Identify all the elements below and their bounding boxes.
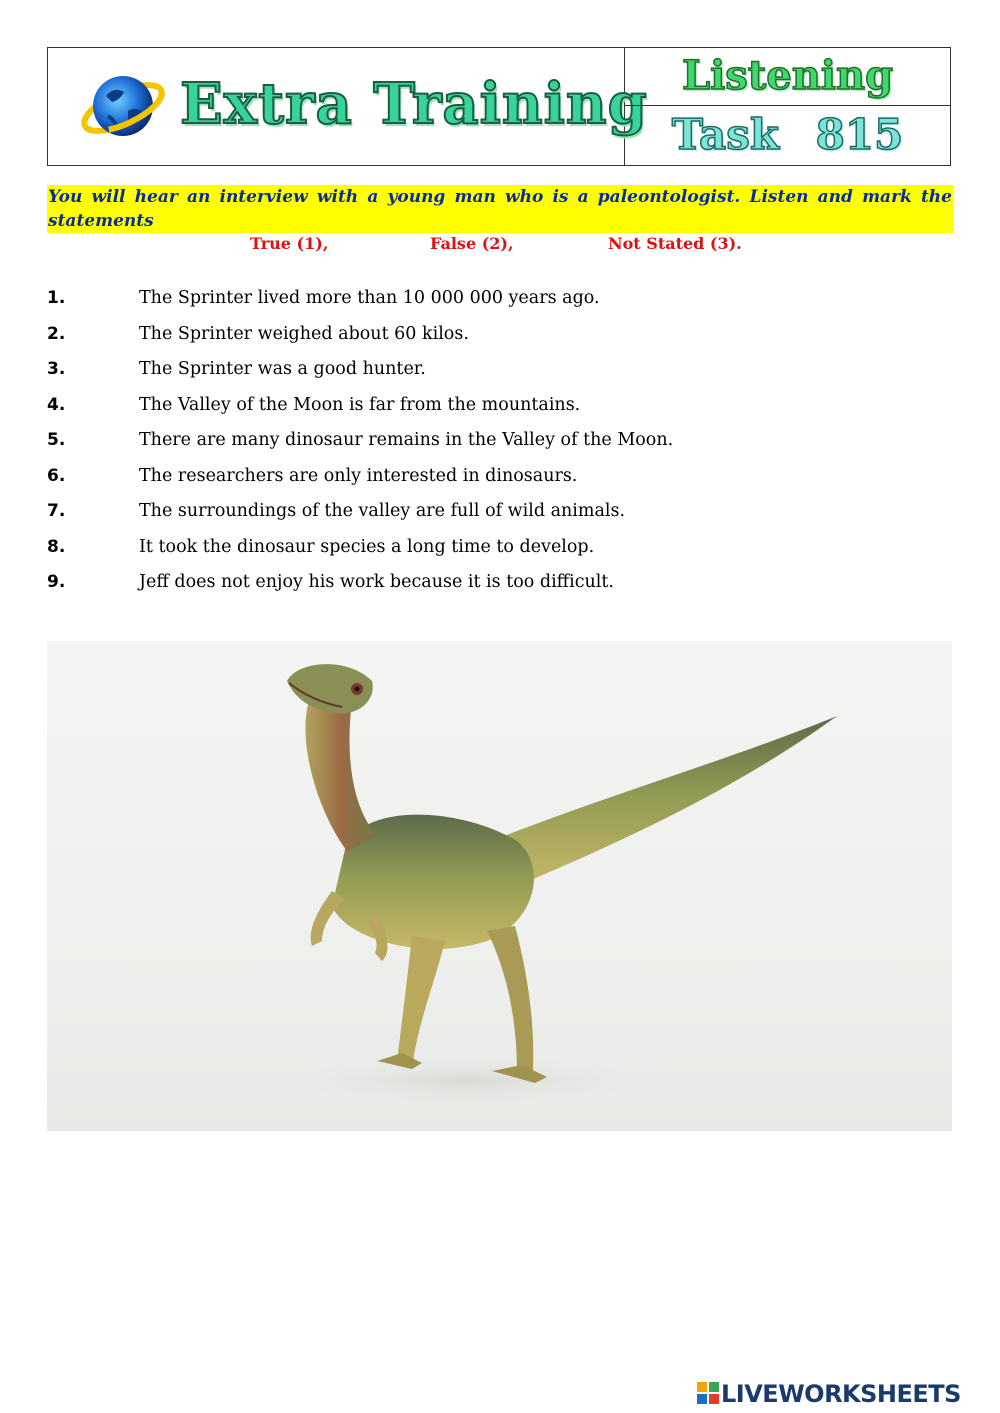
- section-label: Listening: [681, 52, 894, 99]
- option-not-stated: Not Stated (3).: [608, 234, 742, 253]
- option-false: False (2),: [430, 234, 514, 253]
- brand-title: Extra Training: [180, 71, 648, 137]
- question-text: It took the dinosaur species a long time to develop.: [139, 536, 595, 557]
- dinosaur-photo: [47, 641, 952, 1131]
- question-item: [47, 426, 947, 462]
- task-cell: [625, 106, 950, 165]
- question-item: [47, 568, 947, 604]
- liveworksheets-icon: [697, 1382, 719, 1406]
- worksheet-header: [47, 47, 951, 166]
- question-text: The Sprinter weighed about 60 kilos.: [139, 323, 469, 344]
- liveworksheets-logo: [697, 1380, 961, 1408]
- question-text: The surroundings of the valley are full of wild animals.: [139, 501, 626, 521]
- question-number: 2.: [47, 323, 66, 344]
- question-item: [47, 533, 947, 569]
- dinosaur-illustration-icon: [47, 641, 952, 1131]
- globe-logo-icon: [78, 66, 168, 148]
- answer-options: [250, 234, 850, 258]
- question-item: [47, 320, 947, 356]
- question-number: 1.: [47, 288, 66, 308]
- question-text: The researchers are only interested in dinosaurs.: [139, 465, 578, 486]
- section-cell: [625, 48, 950, 106]
- question-text: The Sprinter was a good hunter.: [139, 359, 426, 379]
- question-item: [47, 284, 947, 320]
- question-item: [47, 391, 947, 427]
- question-list: [47, 284, 947, 604]
- question-text: The Valley of the Moon is far from the mountains.: [139, 394, 581, 415]
- task-label: Task 815: [671, 110, 904, 159]
- question-text: There are many dinosaur remains in the Valley of the Moon.: [139, 430, 674, 450]
- instruction-text: You will hear an interview with a young man who is a paleontologist. Listen and mark the statements: [48, 187, 952, 231]
- question-item: [47, 462, 947, 498]
- question-text: The Sprinter lived more than 10 000 000 years ago.: [139, 288, 600, 308]
- question-item: [47, 497, 947, 533]
- question-number: 9.: [47, 572, 66, 592]
- question-number: 6.: [47, 465, 66, 486]
- question-number: 5.: [47, 430, 66, 450]
- question-text: Jeff does not enjoy his work because it is too difficult.: [139, 572, 614, 592]
- header-brand-cell: [48, 48, 648, 165]
- question-item: [47, 355, 947, 391]
- question-number: 4.: [47, 394, 66, 415]
- question-number: 7.: [47, 501, 66, 521]
- question-number: 3.: [47, 359, 66, 379]
- footer-brand: LIVEWORKSHEETS: [721, 1380, 961, 1408]
- question-number: 8.: [47, 536, 66, 557]
- option-true: True (1),: [250, 234, 329, 253]
